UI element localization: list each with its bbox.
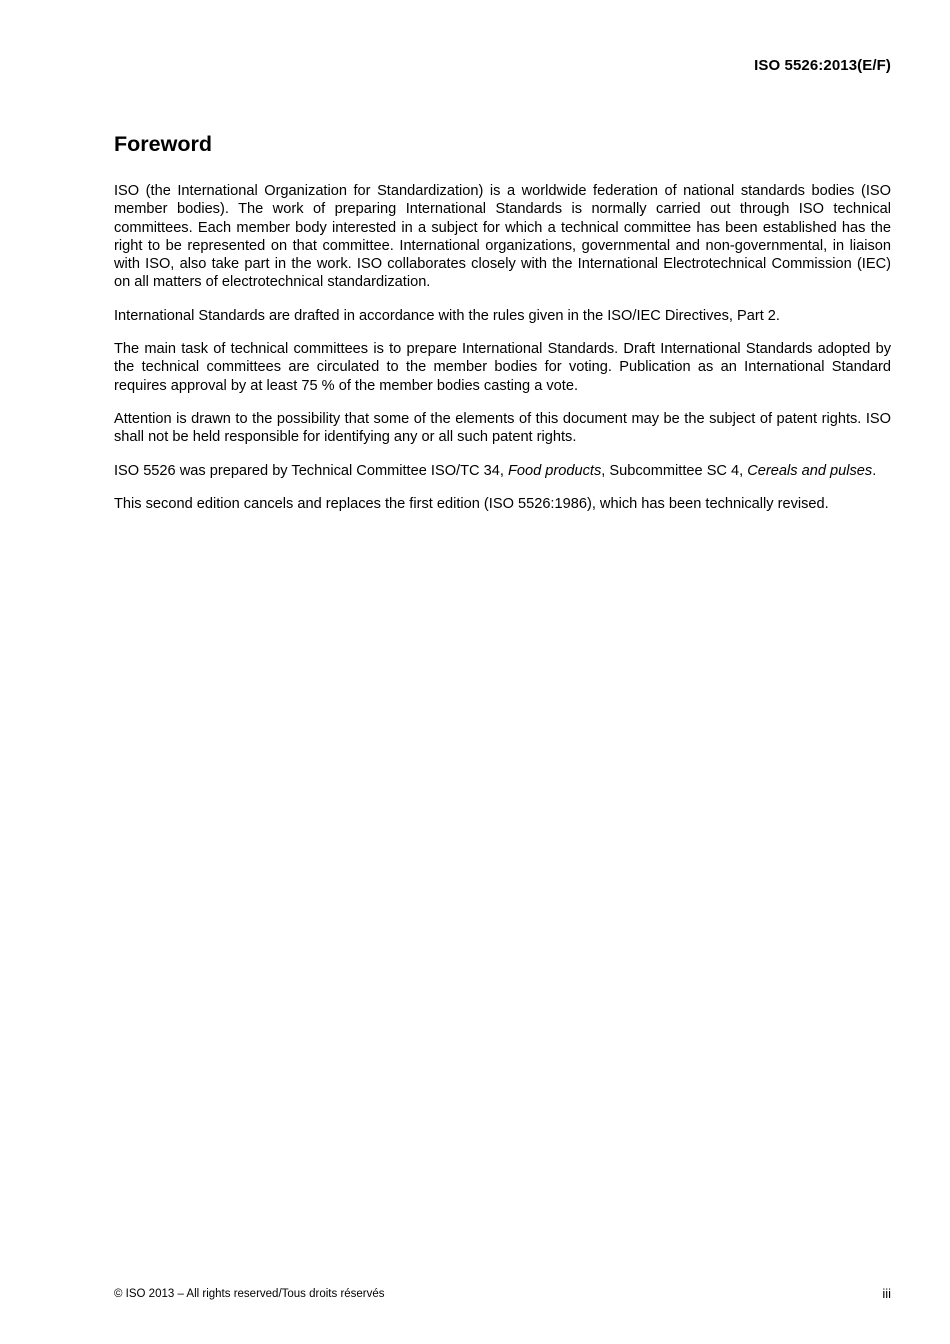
paragraph-edition: This second edition cancels and replaces the first edition (ISO 5526:1986), which has been technically revised. <box>114 495 829 512</box>
paragraph-technical-committees: The main task of technical committees is to prepare International Standards. Draft International Standards adopted by the technical committees are circulated to the member bodies for voting. Publication as an International Standard requires approval by at least 75 % of the member bodies casting a vote. <box>114 341 891 394</box>
foreword-body <box>114 182 891 528</box>
paragraph-directives: International Standards are drafted in accordance with the rules given in the ISO/IEC Directives, Part 2. <box>114 307 780 324</box>
paragraph-patent-rights: Attention is drawn to the possibility that some of the elements of this document may be the subject of patent rights. ISO shall not be held responsible for identifying any or all such patent rights. <box>114 410 891 446</box>
prepared-by-text-1: ISO 5526 was prepared by Technical Committee ISO/TC 34, <box>114 462 508 479</box>
paragraph-prepared-by <box>114 462 891 480</box>
committee-name: Food products <box>507 462 602 479</box>
subcommittee-name: Cereals and pulses <box>747 462 873 479</box>
copyright-notice: © ISO 2013 – All rights reserved/Tous droits réservés <box>114 1288 385 1300</box>
page-number: iii <box>882 1286 891 1301</box>
document-id: ISO 5526:2013(E/F) <box>754 57 891 74</box>
prepared-by-text-2: , Subcommittee SC 4, <box>601 462 748 479</box>
paragraph-iso-description: ISO (the International Organization for Standardization) is a worldwide federation of national standards bodies (ISO member bodies). The work of preparing International Standards is normally carried out through ISO technical committees. Each member body interested in a subject for which a technical committee has been established has the right to be represented on that committee. International organizations, governmental and non-governmental, in liaison with ISO, also take part in the work. ISO collaborates closely with the International Electrotechnical Commission (IEC) on all matters of electrotechnical standardization. <box>114 183 891 291</box>
prepared-by-text-3: . <box>872 462 877 479</box>
section-title: Foreword <box>114 132 212 156</box>
